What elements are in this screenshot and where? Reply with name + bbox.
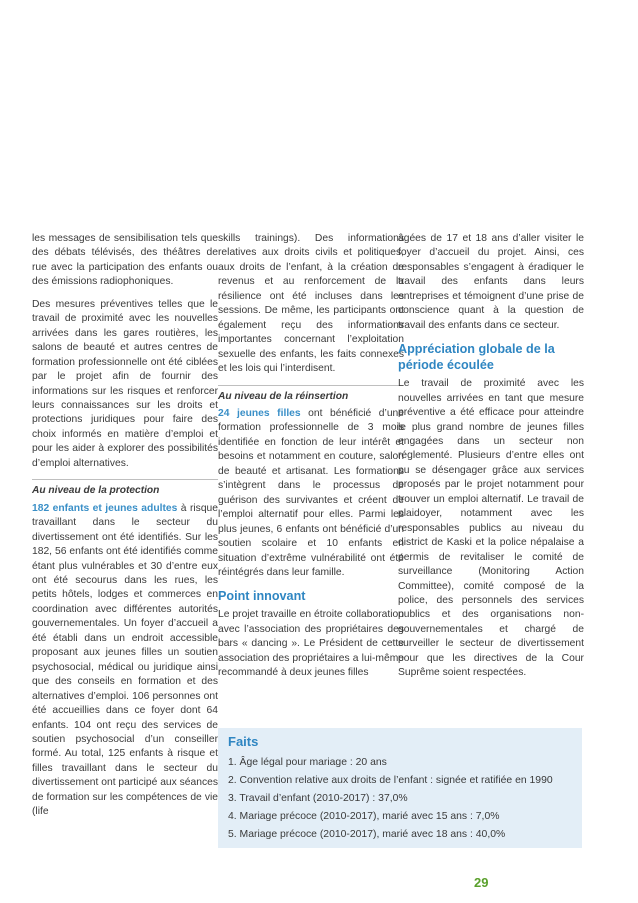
highlight-text: 24 jeunes filles <box>218 407 301 419</box>
divider <box>218 385 404 386</box>
column-1 <box>32 232 218 828</box>
facts-title: Faits <box>228 734 259 749</box>
highlight-text: 182 enfants et jeunes adultes <box>32 502 178 514</box>
facts-list <box>228 756 568 846</box>
facts-item: 3. Travail d’enfant (2010-2017) : 37,0% <box>228 793 408 804</box>
paragraph: Le travail de proximité avec les nouvelles arrivées en tant que mesure préventive a été efficace pour atteindre le plus grand nombre de jeunes filles engagées dans un secteur non réglementé. Plusieurs d’entre elles ont pu se désengager grâce aux services proposés par le projet notamment pour trouver un emploi alternatif. Le travail de plaidoyer, notamment avec les responsables publics au niveau du district de Kaski et la police népalaise a permis de revitaliser le comité de surveillance (Monitoring Action Committee), comité composé de la police, des personnels des services publics et des organisations non-gouvernementales et chargé de surveiller le secteur de divertissement pour que les directives de la Cour Suprême soient respectées. <box>398 378 584 679</box>
subheading-reinsertion: Au niveau de la réinsertion <box>218 390 349 402</box>
paragraph: skills trainings). Des informations relatives aux droits civils et politiques, aux droits de l’enfant, à la création de revenus et au renforcement de la résilience ont été incluses dans les sessions. De même, les participants ont également reçu des informations importantes concernant l’exploitation sexuelle des enfants, les faits connexes et les lois qui l’interdisent. <box>218 233 404 375</box>
paragraph <box>32 502 218 820</box>
subheading-protection: Au niveau de la protection <box>32 485 160 497</box>
divider <box>32 479 218 480</box>
paragraph-text: ont bénéficié d’une formation professionnelle de 3 mois identifiée en fonction de leur intérêt et besoins et notamment en couture, salon de beauté et artisanat. Les formations s’intègrent dans le processus de guérison des survivantes et créent de l’emploi alternatif pour elles. Parmi les plus jeunes, 6 enfants ont bénéficié d’un soutien scolaire et 10 enfants en situation d’extrême vulnérabilité ont été réintégrés dans leur famille. <box>218 407 405 578</box>
page-number: 29 <box>474 875 489 890</box>
paragraph: Des mesures préventives telles que le travail de proximité avec les nouvelles arrivées dans les gares routières, les salons de beauté et autres centres de formation professionnelle ont été ciblées par le projet afin de fournir des informations sur les risques et renforcer leurs connaissances sur les droits et protections juridiques pour faire des choix informés en matière d’emploi et pour les aider à explorer des possibilités d’emploi alternatives. <box>32 298 218 469</box>
facts-item: 5. Mariage précoce (2010-2017), marié avec 18 ans : 40,0% <box>228 829 506 840</box>
paragraph: âgées de 17 et 18 ans d’aller visiter le foyer d’accueil du projet. Ainsi, ces responsables s’engagent à éradiquer le travail des enfants dans leurs entreprises et témoignent d’une prise de conscience quant à la question de travail des enfants dans ce secteur. <box>398 233 584 331</box>
paragraph: les messages de sensibilisation tels que des débats télévisés, des théâtres de rue avec la participation des enfants ou des émissions radiophoniques. <box>32 233 218 288</box>
facts-item: 2. Convention relative aux droits de l’enfant : signée et ratifiée en 1990 <box>228 775 553 786</box>
paragraph-text: à risque travaillant dans le secteur du divertissement ont été identifiés. Sur les 182, 56 enfants ont été identifiés comme étant plus vulnérables et 30 d’entre eux ont été secourus dans les rues, les petits hôtels, lodges et commerces en coordination avec différentes autorités gouvernementales. Un foyer d’accueil a été établi dans un endroit accessible proposant aux jeunes filles un soutien psychosocial, médical ou juridique ainsi que des conseils en formation et des alternatives d’emploi. 106 personnes ont été accueillies dans ce foyer dont 64 enfants. 104 ont reçu des services de soutien psychosocial d’un conseiller formé. Au total, 125 enfants à risque et filles travaillant dans le secteur du divertissement ont participé aux séances de formation sur les compétences de vie (life <box>32 502 219 818</box>
facts-item: 4. Mariage précoce (2010-2017), marié avec 15 ans : 7,0% <box>228 811 500 822</box>
paragraph: Le projet travaille en étroite collaboration avec l’association des propriétaires des bars « dancing ». Le Président de cette association des propriétaires a lui-même recommandé à deux jeunes filles <box>218 609 404 679</box>
section-heading-point-innovant: Point innovant <box>218 589 306 604</box>
facts-item: 1. Âge légal pour mariage : 20 ans <box>228 757 387 768</box>
column-2 <box>218 232 404 689</box>
section-heading-appreciation: Appréciation globale de la période écoulée <box>398 342 555 373</box>
column-3 <box>398 232 584 689</box>
paragraph <box>218 407 404 580</box>
facts-box <box>218 728 582 848</box>
